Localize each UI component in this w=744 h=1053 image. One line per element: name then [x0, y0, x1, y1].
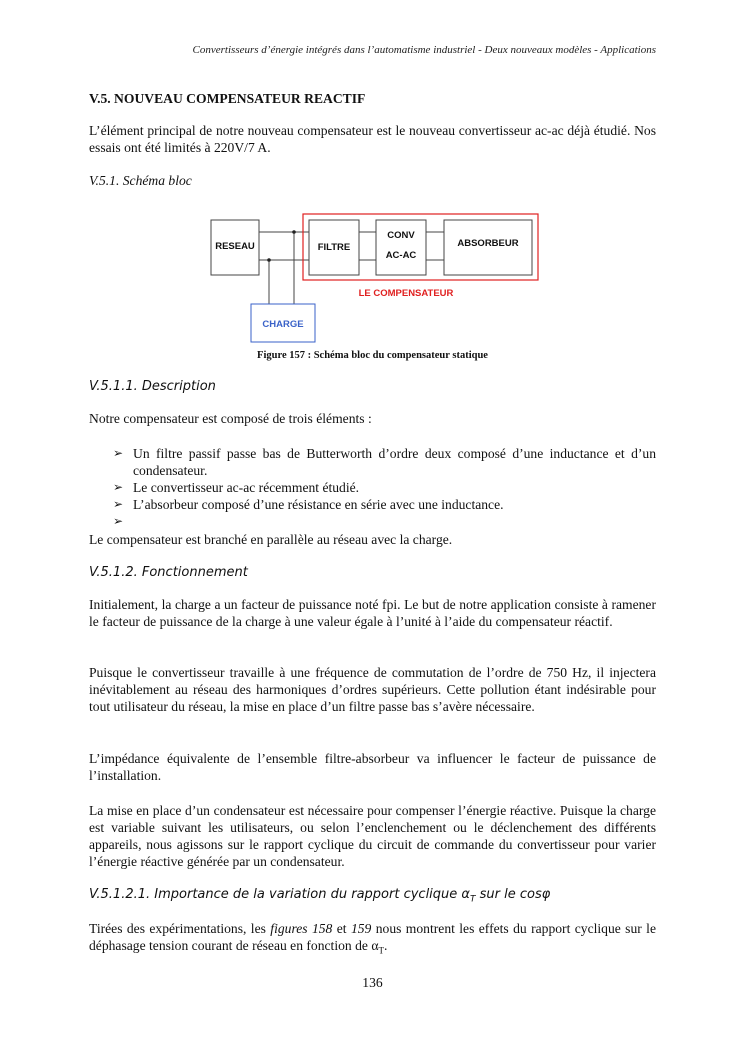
filtre-label: FILTRE [317, 242, 351, 253]
bullet-marker: ➢ [113, 480, 124, 494]
bullet-marker: ➢ [113, 446, 124, 460]
components-list [113, 445, 656, 530]
subsection-title-fonctionnement: V.5.1.2. Fonctionnement [89, 565, 248, 580]
paragraph-experiments: Tirées des expérimentations, les figures 158 et 159 nous montrent les effets du rapport cyclique sur le déphasage tension courant de réseau en fonction de $\alpha_T$. [89, 921, 656, 956]
bullet-marker: ➢ [113, 514, 124, 528]
list-item [113, 513, 656, 530]
charge-label: CHARGE [262, 319, 304, 330]
intro-paragraph: L’élément principal de notre nouveau compensateur est le nouveau convertisseur ac-ac déjà étudié. Nos essais ont été limités à 220V/7 A. [89, 123, 656, 155]
subsection-title-importance: V.5.1.2.1. Importance de la variation du rapport cyclique $\alpha_T$ sur le cosφ [89, 887, 551, 905]
description-intro: Notre compensateur est composé de trois éléments : [89, 411, 372, 426]
figure-caption: Figure 157 : Schéma bloc du compensateur statique [257, 350, 488, 361]
paragraph-initial: Initialement, la charge a un facteur de puissance noté fpi. Le but de notre application consiste à ramener le facteur de puissance de la charge à une valeur égale à l’unité à l’aide du compensateur réactif. [89, 597, 656, 629]
figure-ref-159: 159 [350, 921, 372, 936]
subsection-title-schema-bloc: V.5.1. Schéma bloc [89, 173, 192, 188]
running-header: Convertisseurs d’énergie intégrés dans l’automatisme industriel - Deux nouveaux modèles - Applications [192, 44, 656, 56]
absorbeur-label: ABSORBEUR [457, 238, 519, 249]
junction-dot-bottom [267, 258, 271, 262]
subsection-title-description: V.5.1.1. Description [89, 379, 216, 394]
figure-ref-158: figures 158 [270, 921, 333, 936]
conv-label-line1: CONV [387, 230, 415, 241]
section-title: V.5. NOUVEAU COMPENSATEUR REACTIF [89, 91, 366, 106]
document-page [89, 0, 656, 1053]
page-number: 136 [362, 975, 383, 990]
paragraph-condensateur: La mise en place d’un condensateur est nécessaire pour compenser l’énergie réactive. Puisque la charge est variable suivant les utilisateurs, ou selon l’enclenchement ou le déclenchement des différents appareils, nous agissons sur le rapport cyclique du circuit de commande du convertisseur pour varier l’énergie réactive générée par un condensateur. [89, 803, 656, 869]
list-item: ➢ L’absorbeur composé d’une résistance en série avec une inductance. [113, 497, 504, 512]
paragraph-impedance: L’impédance équivalente de l’ensemble filtre-absorbeur va influencer le facteur de puissance de l’installation. [89, 751, 656, 783]
conv-label-line2: AC-AC [385, 250, 417, 261]
description-conclusion: Le compensateur est branché en parallèle au réseau avec la charge. [89, 532, 453, 547]
junction-dot-top [292, 230, 296, 234]
paragraph-frequency: Puisque le convertisseur travaille à une fréquence de commutation de l’ordre de 750 Hz, il injectera inévitablement au réseau des harmoniques d’ordres supérieurs. Cette pollution étant indésirable pour tout utilisateur du réseau, la mise en place d’un filtre passe bas s’avère nécessaire. [89, 665, 656, 714]
list-item: ➢ Un filtre passif passe bas de Butterworth d’ordre deux composé d’une inductance et d’un condensateur. [113, 446, 656, 478]
block-diagram [209, 208, 539, 350]
list-item: ➢ Le convertisseur ac-ac récemment étudié. [113, 480, 360, 495]
compensateur-label: LE COMPENSATEUR [358, 288, 454, 299]
bullet-marker: ➢ [113, 497, 124, 511]
conv-box [376, 220, 426, 275]
reseau-label: RESEAU [215, 241, 255, 252]
